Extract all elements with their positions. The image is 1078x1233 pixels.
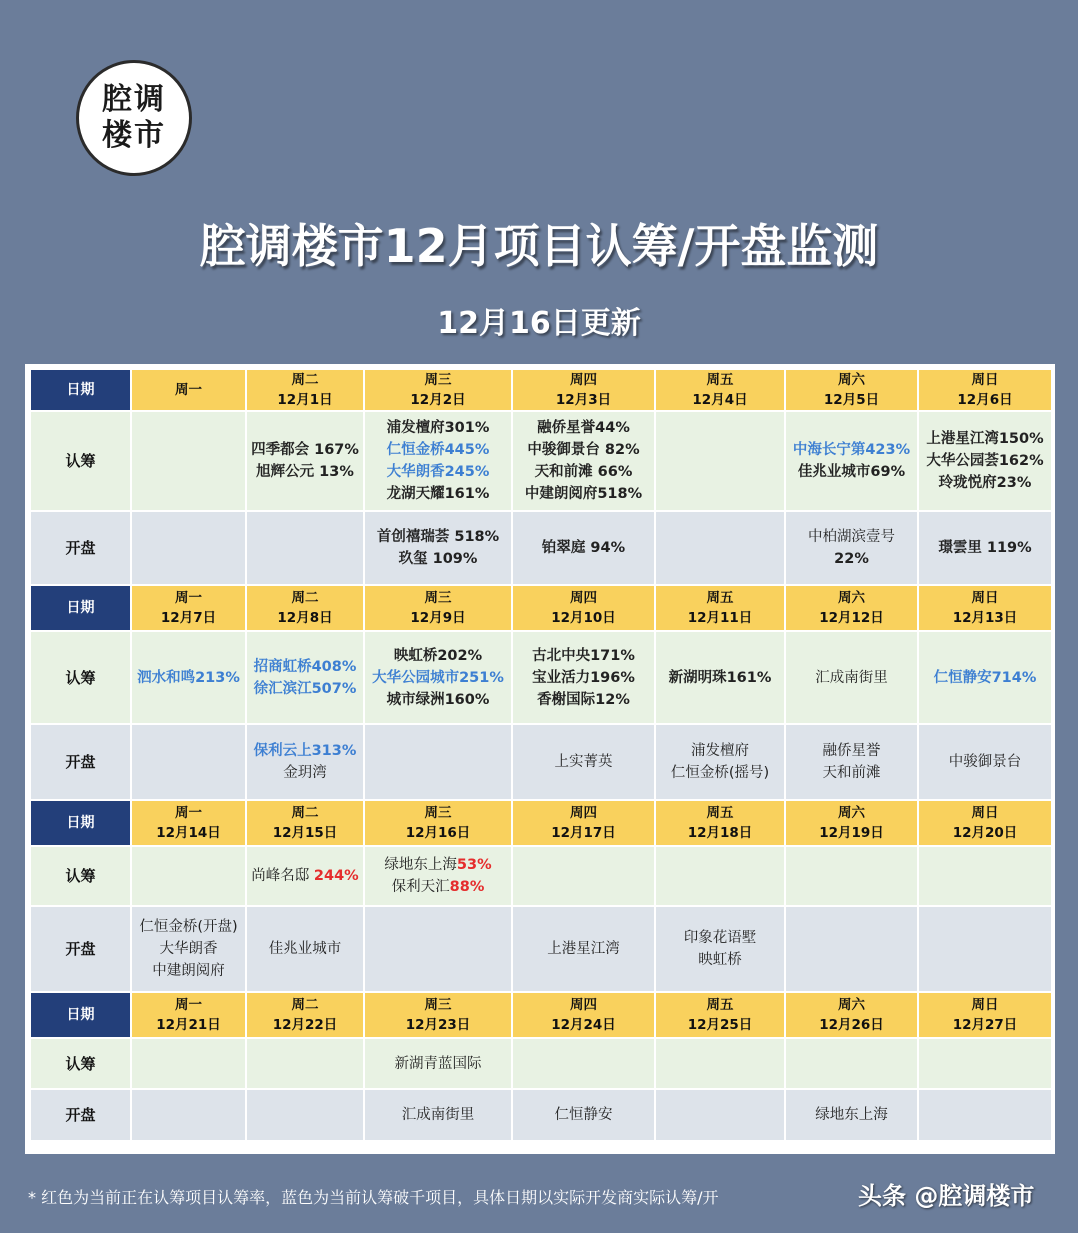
project-entry: [365, 876, 511, 898]
date-header-row: [30, 992, 1052, 1038]
project-entry: [919, 472, 1051, 494]
open-row: [30, 511, 1052, 585]
subscribe-cell: [655, 1038, 785, 1089]
date-header-row: [30, 369, 1052, 411]
date-label-text: 日期: [66, 1007, 95, 1023]
day-header-cell: [246, 992, 364, 1038]
project-entry: [656, 927, 784, 949]
open-cell: [246, 1089, 364, 1141]
open-cell: [512, 1089, 655, 1141]
date-label: 12月23日: [405, 1017, 471, 1033]
date-label: 12月11日: [687, 610, 753, 626]
day-header-cell: [512, 992, 655, 1038]
logo-line-2: 楼市: [102, 118, 166, 153]
weekday-label: 周四: [570, 372, 597, 388]
logo: [76, 60, 192, 176]
project-name: 仁恒静安: [554, 1107, 613, 1123]
open-cell: [655, 906, 785, 992]
date-label: 12月3日: [555, 392, 612, 408]
project-entry: [786, 762, 917, 784]
subscribe-cell: [246, 846, 364, 906]
open-row-label: [30, 511, 131, 585]
project-entry: [132, 916, 245, 938]
project-entry: [247, 439, 363, 461]
project-name: 玖玺 109%: [398, 551, 478, 567]
subscribe-row: [30, 631, 1052, 724]
open-cell: [364, 1089, 512, 1141]
open-cell: [131, 724, 246, 800]
subscribe-row-label-text: 认筹: [65, 1054, 96, 1073]
subscribe-row: [30, 411, 1052, 511]
project-entry: [513, 439, 654, 461]
open-row-label: [30, 724, 131, 800]
project-name: 旭辉公元 13%: [256, 464, 354, 480]
project-entry: [365, 439, 511, 461]
open-cell: [364, 906, 512, 992]
open-cell: [918, 724, 1052, 800]
day-header-cell: [785, 369, 918, 411]
day-header-cell: [364, 800, 512, 846]
open-row-label-text: 开盘: [65, 940, 96, 958]
project-name: 宝业活力196%: [532, 669, 635, 686]
open-cell: [131, 906, 246, 992]
weekday-label: 周三: [424, 590, 452, 606]
date-label: 12月20日: [952, 825, 1018, 841]
date-label: 12月4日: [692, 392, 748, 408]
project-entry: [247, 938, 363, 960]
subscribe-cell: [131, 411, 246, 511]
weekday-label: 周一: [175, 805, 202, 821]
weekday-label: 周二: [291, 372, 319, 388]
weekday-label: 周四: [570, 805, 597, 821]
project-name: 大华朗香: [159, 941, 218, 957]
open-cell: [364, 511, 512, 585]
day-header-cell: [918, 585, 1052, 631]
weekday-label: 周二: [291, 997, 319, 1013]
date-label: 12月6日: [957, 392, 1013, 408]
date-label: 12月21日: [156, 1017, 221, 1033]
day-header-cell: [918, 992, 1052, 1038]
subscribe-cell: [131, 631, 246, 724]
project-name: 汇成南街里: [401, 1107, 475, 1123]
day-header-cell: [512, 585, 655, 631]
project-entry: [247, 461, 363, 483]
date-label-text: 日期: [66, 382, 95, 398]
date-label: 12月26日: [819, 1017, 884, 1033]
open-cell: [655, 724, 785, 800]
date-label: 12月13日: [952, 610, 1018, 626]
project-name: 22%: [834, 551, 869, 567]
logo-line-1: 腔调: [102, 82, 166, 117]
subscribe-cell: [918, 631, 1052, 724]
subscribe-row-label: [30, 846, 131, 906]
project-entry: [247, 656, 363, 678]
date-label: 12月8日: [277, 610, 333, 626]
project-name: 中骏御景台: [948, 754, 1022, 770]
date-row-label: [30, 369, 131, 411]
project-entry: [786, 1104, 917, 1126]
project-name: 玲珑悦府23%: [938, 475, 1032, 491]
project-entry: [919, 751, 1051, 773]
subscribe-cell: [512, 411, 655, 511]
project-name: 佳兆业城市: [268, 941, 342, 957]
date-label: 12月7日: [160, 610, 217, 626]
project-name: 新湖青蓝国际: [394, 1055, 482, 1072]
weekday-label: 周六: [838, 372, 865, 388]
project-name: 仁恒静安714%: [933, 669, 1037, 686]
open-cell: [246, 724, 364, 800]
project-entry: [513, 461, 654, 483]
open-cell: [655, 1089, 785, 1141]
subscription-rate: 53%: [456, 857, 492, 873]
project-entry: [786, 526, 917, 548]
project-name: 铂翠庭 94%: [541, 540, 626, 556]
project-name: 仁恒金桥(摇号): [670, 765, 770, 781]
open-row-label-text: 开盘: [65, 539, 96, 557]
day-header-cell: [364, 992, 512, 1038]
weekday-label: 周五: [706, 997, 734, 1013]
project-name: 中建朗阅府518%: [524, 486, 643, 502]
project-name: 古北中央171%: [532, 647, 635, 664]
weekday-label: 周一: [175, 382, 202, 398]
subscribe-cell: [785, 1038, 918, 1089]
project-name: 融侨星誉44%: [537, 420, 630, 436]
day-header-cell: [512, 369, 655, 411]
subscribe-cell: [918, 1038, 1052, 1089]
subscribe-cell: [246, 411, 364, 511]
day-header-cell: [918, 369, 1052, 411]
subscribe-row: [30, 1038, 1052, 1089]
date-header-row: [30, 800, 1052, 846]
subscribe-cell: [512, 846, 655, 906]
day-header-cell: [131, 369, 246, 411]
project-name: 泗水和鸣213%: [137, 669, 240, 686]
project-entry: [513, 483, 654, 505]
weekday-label: 周二: [291, 590, 319, 606]
date-label-text: 日期: [66, 815, 95, 831]
open-cell: [512, 511, 655, 585]
date-label: 12月10日: [551, 610, 616, 626]
date-label: 12月1日: [277, 392, 333, 408]
open-cell: [785, 1089, 918, 1141]
weekday-label: 周六: [838, 590, 865, 606]
open-cell: [512, 724, 655, 800]
date-label: 12月17日: [551, 825, 616, 841]
open-row-label: [30, 1089, 131, 1141]
day-header-cell: [131, 992, 246, 1038]
weekday-label: 周五: [706, 590, 734, 606]
weekday-label: 周日: [971, 805, 999, 821]
project-name: 城市绿洲160%: [386, 691, 490, 708]
date-label: 12月18日: [687, 825, 753, 841]
project-entry: [513, 751, 654, 773]
project-name: 绿地东上海: [384, 857, 457, 873]
project-entry: [786, 439, 917, 461]
project-entry: [513, 645, 654, 667]
project-entry: [132, 960, 245, 982]
day-header-cell: [655, 992, 785, 1038]
project-name: 天和前滩 66%: [534, 464, 633, 480]
project-name: 绿地东上海: [815, 1107, 888, 1123]
open-cell: [512, 906, 655, 992]
subscribe-cell: [364, 846, 512, 906]
project-entry: [513, 1104, 654, 1126]
date-row-label: [30, 800, 131, 846]
project-entry: [365, 483, 511, 505]
project-name: 大华朗香245%: [386, 464, 490, 480]
project-entry: [365, 667, 511, 689]
subscription-rate: 244%: [313, 868, 359, 884]
weekday-label: 周一: [175, 590, 202, 606]
project-entry: [513, 689, 654, 711]
day-header-cell: [655, 585, 785, 631]
project-entry: [919, 428, 1051, 450]
weekday-label: 周日: [971, 372, 999, 388]
open-cell: [918, 1089, 1052, 1141]
project-entry: [513, 938, 654, 960]
project-name: 浦发檀府: [691, 743, 749, 759]
date-label: 12月9日: [410, 610, 466, 626]
subscribe-cell: [785, 411, 918, 511]
footer-note: * 红色为当前正在认筹项目认筹率，蓝色为当前认筹破千项目，具体日期以实际开发商实际认筹/开: [28, 1188, 719, 1207]
project-entry: [247, 740, 363, 762]
project-name: 香榭国际12%: [537, 691, 630, 708]
project-name: 尚峰名邸: [251, 868, 314, 884]
project-name: 上港星江湾150%: [926, 431, 1044, 447]
date-label: 12月27日: [952, 1017, 1018, 1033]
open-cell: [785, 906, 918, 992]
project-entry: [786, 461, 917, 483]
day-header-cell: [246, 585, 364, 631]
subscribe-cell: [364, 411, 512, 511]
project-entry: [365, 1104, 511, 1126]
project-name: 浦发檀府301%: [386, 420, 490, 436]
weekday-label: 周六: [838, 997, 865, 1013]
project-name: 中骏御景台 82%: [527, 442, 640, 458]
weekday-label: 周六: [838, 805, 865, 821]
open-cell: [364, 724, 512, 800]
project-entry: [365, 1053, 511, 1075]
open-cell: [785, 511, 918, 585]
subscribe-row: [30, 846, 1052, 906]
day-header-cell: [655, 369, 785, 411]
project-name: 中建朗阅府: [152, 963, 225, 979]
date-label: 12月25日: [687, 1017, 753, 1033]
open-row-label: [30, 906, 131, 992]
weekday-label: 周五: [706, 372, 734, 388]
schedule-table: [29, 368, 1053, 1142]
subscribe-row-label: [30, 411, 131, 511]
project-name: 大华公园荟162%: [926, 453, 1044, 469]
project-name: 上港星江湾: [547, 941, 620, 957]
date-label: 12月2日: [410, 392, 466, 408]
date-row-label: [30, 992, 131, 1038]
date-label: 12月5日: [823, 392, 880, 408]
subscribe-cell: [131, 1038, 246, 1089]
project-name: 金玥湾: [283, 765, 327, 781]
weekday-label: 周三: [424, 997, 452, 1013]
subscribe-row-label: [30, 631, 131, 724]
weekday-label: 周四: [570, 997, 597, 1013]
subscribe-cell: [785, 846, 918, 906]
subscribe-cell: [512, 1038, 655, 1089]
open-cell: [785, 724, 918, 800]
open-cell: [655, 511, 785, 585]
day-header-cell: [246, 800, 364, 846]
subscribe-cell: [918, 411, 1052, 511]
project-entry: [656, 740, 784, 762]
project-entry: [365, 548, 511, 570]
open-cell: [918, 906, 1052, 992]
project-entry: [919, 667, 1051, 689]
day-header-cell: [918, 800, 1052, 846]
project-name: 映虹桥: [698, 952, 742, 968]
open-row-label-text: 开盘: [65, 753, 96, 771]
subscribe-cell: [246, 1038, 364, 1089]
day-header-cell: [131, 585, 246, 631]
open-row: [30, 906, 1052, 992]
open-row-label-text: 开盘: [65, 1106, 96, 1124]
subscribe-row-label-text: 认筹: [65, 867, 96, 885]
project-name: 融侨星誉: [822, 743, 881, 759]
day-header-cell: [364, 585, 512, 631]
project-name: 佳兆业城市69%: [797, 464, 906, 480]
weekday-label: 周二: [291, 805, 319, 821]
project-entry: [365, 526, 511, 548]
open-cell: [131, 511, 246, 585]
project-name: 汇成南街里: [815, 669, 888, 686]
date-label-text: 日期: [66, 600, 95, 616]
project-name: 保利天汇: [391, 879, 450, 895]
date-label: 12月16日: [405, 825, 471, 841]
project-entry: [365, 461, 511, 483]
date-row-label: [30, 585, 131, 631]
subscribe-row-label: [30, 1038, 131, 1089]
subscribe-cell: [364, 631, 512, 724]
weekday-label: 周三: [424, 372, 452, 388]
project-entry: [786, 548, 917, 570]
subscribe-cell: [655, 411, 785, 511]
subscribe-cell: [246, 631, 364, 724]
open-row: [30, 1089, 1052, 1141]
day-header-cell: [364, 369, 512, 411]
open-cell: [246, 511, 364, 585]
project-name: 印象花语墅: [683, 930, 757, 946]
schedule-table-container: [25, 364, 1055, 1154]
subscribe-cell: [785, 631, 918, 724]
weekday-label: 周日: [971, 590, 999, 606]
date-label: 12月15日: [272, 825, 338, 841]
weekday-label: 周日: [971, 997, 999, 1013]
project-entry: [132, 667, 245, 689]
project-entry: [247, 865, 363, 887]
project-name: 璟雲里 119%: [938, 540, 1032, 556]
subscribe-row-label-text: 认筹: [65, 668, 96, 687]
open-cell: [131, 1089, 246, 1141]
project-name: 中柏湖滨壹号: [808, 529, 895, 545]
project-name: 招商虹桥408%: [253, 658, 357, 675]
day-header-cell: [131, 800, 246, 846]
date-label: 12月22日: [272, 1017, 338, 1033]
subscription-rate: 88%: [449, 879, 485, 895]
date-label: 12月24日: [551, 1017, 616, 1033]
project-entry: [247, 762, 363, 784]
project-name: 保利云上313%: [253, 743, 357, 759]
project-entry: [656, 949, 784, 971]
date-label: 12月14日: [156, 825, 221, 841]
weekday-label: 周一: [175, 997, 202, 1013]
date-header-row: [30, 585, 1052, 631]
day-header-cell: [655, 800, 785, 846]
project-entry: [365, 854, 511, 876]
day-header-cell: [512, 800, 655, 846]
page-title: 腔调楼市12月项目认筹/开盘监测: [199, 219, 879, 273]
date-label: 12月19日: [819, 825, 884, 841]
project-entry: [513, 667, 654, 689]
project-entry: [247, 678, 363, 700]
open-row: [30, 724, 1052, 800]
project-name: 四季都会 167%: [251, 442, 359, 458]
subscribe-cell: [364, 1038, 512, 1089]
project-entry: [786, 667, 917, 689]
weekday-label: 周四: [570, 590, 597, 606]
page-subtitle: 12月16日更新: [437, 306, 641, 341]
project-name: 天和前滩: [822, 765, 881, 781]
day-header-cell: [785, 800, 918, 846]
day-header-cell: [785, 992, 918, 1038]
day-header-cell: [785, 585, 918, 631]
subscribe-cell: [131, 846, 246, 906]
project-name: 新湖明珠161%: [668, 669, 772, 686]
open-cell: [918, 511, 1052, 585]
project-entry: [365, 417, 511, 439]
project-entry: [656, 762, 784, 784]
subscribe-row-label-text: 认筹: [65, 452, 96, 470]
project-entry: [919, 450, 1051, 472]
project-name: 仁恒金桥(开盘): [139, 919, 238, 935]
subscribe-cell: [655, 631, 785, 724]
project-name: 中海长宁第423%: [792, 442, 911, 458]
weekday-label: 周三: [424, 805, 452, 821]
subscribe-cell: [512, 631, 655, 724]
project-name: 上实菁英: [554, 754, 613, 770]
project-name: 大华公园城市251%: [372, 669, 504, 686]
project-name: 仁恒金桥445%: [386, 442, 490, 458]
project-entry: [513, 417, 654, 439]
project-entry: [656, 667, 784, 689]
project-entry: [513, 537, 654, 559]
project-name: 徐汇滨江507%: [253, 680, 357, 697]
subscribe-cell: [918, 846, 1052, 906]
project-entry: [365, 689, 511, 711]
open-cell: [246, 906, 364, 992]
project-name: 首创禧瑞荟 518%: [376, 529, 500, 545]
project-name: 映虹桥202%: [393, 647, 483, 664]
project-entry: [365, 645, 511, 667]
project-name: 龙湖天耀161%: [386, 486, 490, 502]
date-label: 12月12日: [819, 610, 884, 626]
day-header-cell: [246, 369, 364, 411]
weekday-label: 周五: [706, 805, 734, 821]
project-entry: [786, 740, 917, 762]
subscribe-cell: [655, 846, 785, 906]
project-entry: [919, 537, 1051, 559]
project-entry: [132, 938, 245, 960]
watermark: 头条 @腔调楼市: [858, 1182, 1035, 1210]
